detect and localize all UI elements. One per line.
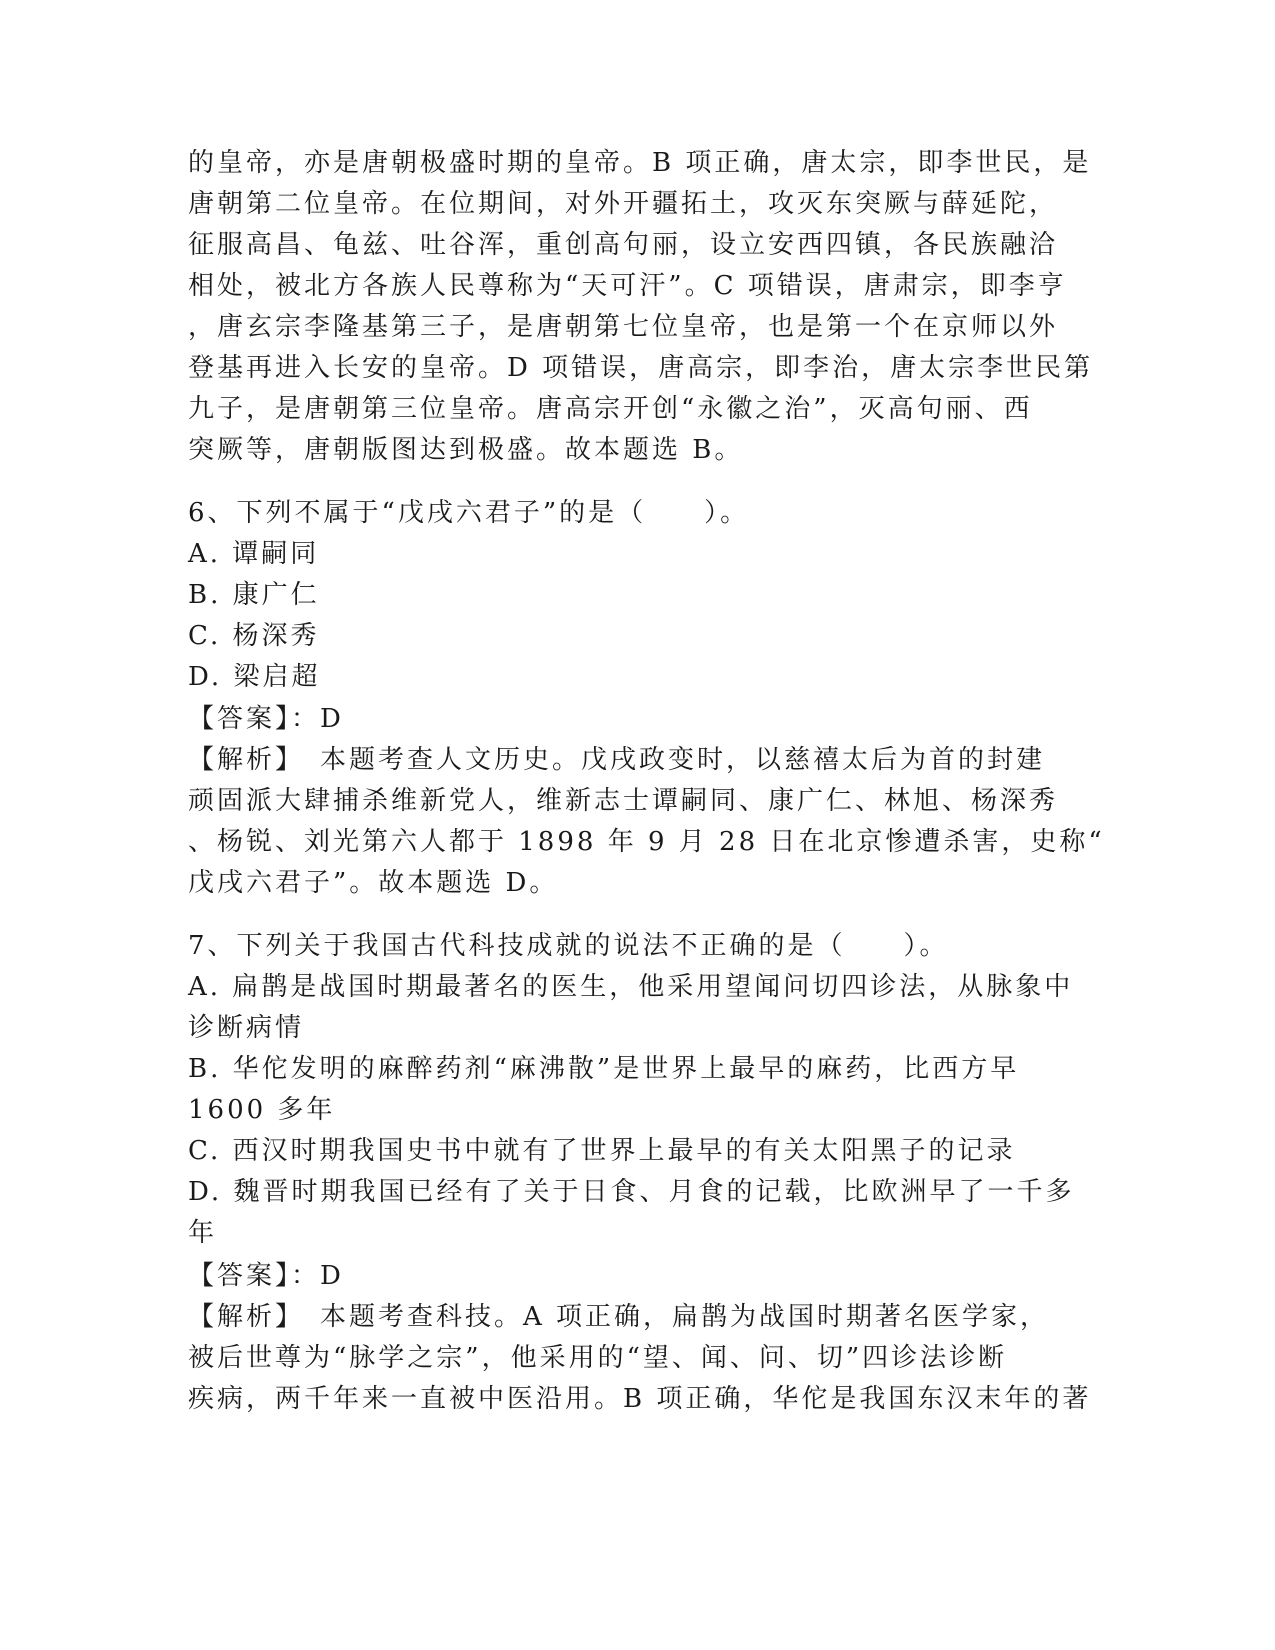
q6-option-a: A. 谭嗣同 xyxy=(188,539,320,569)
q7-option-a-cont: 诊断病情 xyxy=(188,1013,305,1043)
continuation-line-7: 九子，是唐朝第三位皇帝。唐高宗开创“永徽之治”，灭高句丽、西 xyxy=(188,394,1033,424)
q6-analysis-line-4: 戊戌六君子”。故本题选 D。 xyxy=(188,868,559,898)
continuation-line-8: 突厥等，唐朝版图达到极盛。故本题选 B。 xyxy=(188,435,744,465)
q7-question: 7、下列关于我国古代科技成就的说法不正确的是（ ）。 xyxy=(188,931,949,961)
continuation-line-2: 唐朝第二位皇帝。在位期间，对外开疆拓土，攻灭东突厥与薛延陀， xyxy=(188,189,1059,219)
q6-question: 6、下列不属于“戊戌六君子”的是（ ）。 xyxy=(188,498,750,528)
q6-option-b: B. 康广仁 xyxy=(188,580,320,610)
q6-analysis-line-1: 【解析】 本题考查人文历史。戊戌政变时，以慈禧太后为首的封建 xyxy=(188,745,1046,775)
continuation-line-1: 的皇帝，亦是唐朝极盛时期的皇帝。B 项正确，唐太宗，即李世民，是 xyxy=(188,148,1092,178)
q7-analysis-line-1: 【解析】 本题考查科技。A 项正确，扁鹊为战国时期著名医学家， xyxy=(188,1302,1050,1332)
q7-analysis-line-3: 疾病，两千年来一直被中医沿用。B 项正确，华佗是我国东汉末年的著 xyxy=(188,1384,1092,1414)
q7-option-b-cont: 1600 多年 xyxy=(188,1095,336,1125)
q7-analysis-line-2: 被后世尊为“脉学之宗”，他采用的“望、闻、问、切”四诊法诊断 xyxy=(188,1343,1008,1373)
q6-answer: 【答案】：D xyxy=(188,704,344,734)
q6-analysis-line-2: 顽固派大肆捕杀维新党人，维新志士谭嗣同、康广仁、林旭、杨深秀 xyxy=(188,786,1059,816)
q6-analysis-line-3: 、杨锐、刘光第六人都于 1898 年 9 月 28 日在北京惨遭杀害，史称“ xyxy=(188,827,1105,857)
q7-option-a: A. 扁鹊是战国时期最著名的医生，他采用望闻问切四诊法，从脉象中 xyxy=(188,972,1074,1002)
q7-option-b: B. 华佗发明的麻醉药剂“麻沸散”是世界上最早的麻药，比西方早 xyxy=(188,1054,1020,1084)
continuation-line-4: 相处，被北方各族人民尊称为“天可汗”。C 项错误，唐肃宗，即李亨 xyxy=(188,271,1067,301)
continuation-line-5: ，唐玄宗李隆基第三子，是唐朝第七位皇帝，也是第一个在京师以外 xyxy=(188,312,1059,342)
q7-answer: 【答案】：D xyxy=(188,1261,344,1291)
q6-option-d: D. 梁启超 xyxy=(188,662,321,692)
q7-option-d-cont: 年 xyxy=(188,1218,218,1248)
q7-option-c: C. 西汉时期我国史书中就有了世界上最早的有关太阳黑子的记录 xyxy=(188,1136,1016,1166)
q6-option-c: C. 杨深秀 xyxy=(188,621,320,651)
continuation-line-6: 登基再进入长安的皇帝。D 项错误，唐高宗，即李治，唐太宗李世民第 xyxy=(188,353,1094,383)
continuation-line-3: 征服高昌、龟兹、吐谷浑，重创高句丽，设立安西四镇，各民族融洽 xyxy=(188,230,1059,260)
q7-option-d: D. 魏晋时期我国已经有了关于日食、月食的记载，比欧洲早了一千多 xyxy=(188,1177,1075,1207)
